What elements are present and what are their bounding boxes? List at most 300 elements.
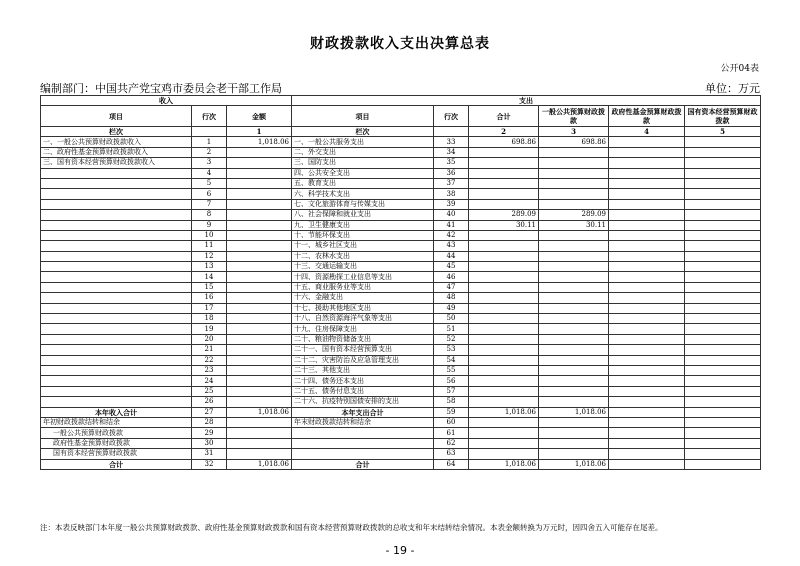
income-line-header: 行次 xyxy=(192,106,227,127)
income-item-cell xyxy=(41,220,192,230)
expense-line-cell: 57 xyxy=(434,386,469,396)
total-cell xyxy=(469,178,539,188)
expense-line-cell: 54 xyxy=(434,355,469,365)
income-line-cell: 19 xyxy=(192,324,227,334)
expense-line-cell: 36 xyxy=(434,168,469,178)
income-amount-cell xyxy=(227,428,292,438)
income-line-cell: 5 xyxy=(192,178,227,188)
soe-budget-cell xyxy=(685,230,761,240)
soe-budget-cell xyxy=(685,449,761,459)
total-cell xyxy=(469,314,539,324)
soe-budget-cell xyxy=(685,147,761,157)
total-cell: 30.11 xyxy=(469,220,539,230)
soe-budget-cell xyxy=(685,178,761,188)
total-cell xyxy=(469,168,539,178)
expense-line-cell: 37 xyxy=(434,178,469,188)
income-line-cell: 13 xyxy=(192,262,227,272)
income-item-cell: 一般公共预算财政拨款 xyxy=(41,428,192,438)
fund-budget-cell xyxy=(609,417,685,427)
income-amount-cell xyxy=(227,220,292,230)
fund-budget-cell xyxy=(609,230,685,240)
total-cell: 698.86 xyxy=(469,137,539,147)
general-budget-cell xyxy=(539,417,609,427)
table-row xyxy=(41,407,761,417)
table-row xyxy=(41,147,761,157)
income-amount-cell xyxy=(227,314,292,324)
table-row xyxy=(41,376,761,386)
income-amount-cell xyxy=(227,199,292,209)
soe-budget-cell xyxy=(685,386,761,396)
income-amount-cell xyxy=(227,397,292,407)
income-line-cell: 10 xyxy=(192,230,227,240)
fund-budget-cell xyxy=(609,210,685,220)
table-row xyxy=(41,438,761,448)
income-amount-cell xyxy=(227,210,292,220)
soe-budget-cell xyxy=(685,220,761,230)
fund-budget-cell xyxy=(609,303,685,313)
fund-budget-cell xyxy=(609,189,685,199)
expense-item-header: 项目 xyxy=(292,106,434,127)
expense-item-cell: 八、社会保障和就业支出 xyxy=(292,210,434,220)
fund-budget-cell xyxy=(609,158,685,168)
income-item-cell: 国有资本经营预算财政拨款 xyxy=(41,449,192,459)
expense-item-cell: 六、科学技术支出 xyxy=(292,189,434,199)
budget-table xyxy=(40,95,761,470)
income-line-cell: 16 xyxy=(192,293,227,303)
page-number: - 19 - xyxy=(385,544,415,557)
income-item-cell xyxy=(41,230,192,240)
income-amount-cell xyxy=(227,355,292,365)
general-budget-cell xyxy=(539,438,609,448)
unit-row xyxy=(40,80,760,94)
total-cell xyxy=(469,345,539,355)
col-label: 栏次 xyxy=(41,127,192,137)
income-line-cell: 23 xyxy=(192,365,227,375)
unit-label: 单位：万元 xyxy=(705,82,760,95)
table-row xyxy=(41,303,761,313)
expense-line-cell: 52 xyxy=(434,334,469,344)
general-budget-cell: 698.86 xyxy=(539,137,609,147)
income-line-cell: 14 xyxy=(192,272,227,282)
department-label: 编制部门：中国共产党宝鸡市委员会老干部工作局 xyxy=(40,82,282,95)
table-row xyxy=(41,324,761,334)
income-amount-cell xyxy=(227,376,292,386)
income-line-cell: 18 xyxy=(192,314,227,324)
expense-line-cell: 42 xyxy=(434,230,469,240)
expense-line-cell: 34 xyxy=(434,147,469,157)
income-amount-cell xyxy=(227,449,292,459)
expense-item-cell: 十九、住房保障支出 xyxy=(292,324,434,334)
income-line-cell: 7 xyxy=(192,199,227,209)
expense-line-cell: 33 xyxy=(434,137,469,147)
table-row xyxy=(41,365,761,375)
expense-line-cell: 63 xyxy=(434,449,469,459)
fund-budget-cell xyxy=(609,397,685,407)
total-cell xyxy=(469,386,539,396)
fund-budget-cell xyxy=(609,324,685,334)
expense-item-cell: 十三、交通运输支出 xyxy=(292,262,434,272)
general-budget-cell xyxy=(539,230,609,240)
expense-line-cell: 48 xyxy=(434,293,469,303)
income-item-cell xyxy=(41,199,192,209)
soe-budget-cell xyxy=(685,137,761,147)
income-amount-cell: 1,018.06 xyxy=(227,137,292,147)
expense-item-cell: 五、教育支出 xyxy=(292,178,434,188)
soe-budget-cell xyxy=(685,168,761,178)
income-item-cell xyxy=(41,386,192,396)
table-row xyxy=(41,314,761,324)
expense-item-cell: 二十三、其他支出 xyxy=(292,365,434,375)
total-cell xyxy=(469,303,539,313)
income-item-cell xyxy=(41,334,192,344)
expense-item-cell: 本年支出合计 xyxy=(292,407,434,417)
expense-item-cell: 二、外交支出 xyxy=(292,147,434,157)
general-budget-cell xyxy=(539,365,609,375)
fund-budget-cell xyxy=(609,386,685,396)
expense-line-cell: 49 xyxy=(434,303,469,313)
expense-item-cell: 十一、城乡社区支出 xyxy=(292,241,434,251)
general-budget-cell: 30.11 xyxy=(539,220,609,230)
soe-budget-cell xyxy=(685,262,761,272)
income-line-cell: 27 xyxy=(192,407,227,417)
income-item-cell xyxy=(41,251,192,261)
soe-budget-cell xyxy=(685,407,761,417)
income-line-cell: 32 xyxy=(192,459,227,469)
soe-budget-cell xyxy=(685,397,761,407)
expense-item-cell: 十六、金融支出 xyxy=(292,293,434,303)
general-budget-cell xyxy=(539,386,609,396)
fund-budget-cell xyxy=(609,314,685,324)
general-budget-header: 一般公共预算财政拨款 xyxy=(539,106,609,127)
expense-item-cell: 十四、资源勘探工业信息等支出 xyxy=(292,272,434,282)
fund-budget-cell xyxy=(609,365,685,375)
income-item-cell xyxy=(41,314,192,324)
total-cell xyxy=(469,230,539,240)
expense-item-cell: 三、国防支出 xyxy=(292,158,434,168)
soe-budget-cell xyxy=(685,293,761,303)
income-amount-cell xyxy=(227,158,292,168)
expense-line-cell: 46 xyxy=(434,272,469,282)
expense-item-cell: 二十六、抗疫特别国债安排的支出 xyxy=(292,397,434,407)
income-line-cell: 20 xyxy=(192,334,227,344)
total-cell xyxy=(469,199,539,209)
fund-budget-header: 政府性基金预算财政拨款 xyxy=(609,106,685,127)
income-line-cell: 25 xyxy=(192,386,227,396)
income-amount-cell xyxy=(227,438,292,448)
income-item-cell: 政府性基金预算财政拨款 xyxy=(41,438,192,448)
expense-item-cell: 二十五、债务付息支出 xyxy=(292,386,434,396)
expense-line-cell: 56 xyxy=(434,376,469,386)
income-item-cell xyxy=(41,293,192,303)
total-cell xyxy=(469,272,539,282)
table-row xyxy=(41,210,761,220)
fund-budget-cell xyxy=(609,272,685,282)
expense-item-cell: 一、一般公共服务支出 xyxy=(292,137,434,147)
general-budget-cell xyxy=(539,334,609,344)
income-amount-cell xyxy=(227,345,292,355)
income-line-cell: 4 xyxy=(192,168,227,178)
expense-line-cell: 53 xyxy=(434,345,469,355)
expense-line-cell: 43 xyxy=(434,241,469,251)
income-line-cell: 21 xyxy=(192,345,227,355)
expense-line-cell: 61 xyxy=(434,428,469,438)
income-amount-cell xyxy=(227,293,292,303)
general-budget-cell xyxy=(539,168,609,178)
table-row xyxy=(41,178,761,188)
soe-budget-cell xyxy=(685,303,761,313)
total-cell xyxy=(469,417,539,427)
expense-line-cell: 35 xyxy=(434,158,469,168)
general-budget-cell xyxy=(539,189,609,199)
income-line-cell: 28 xyxy=(192,417,227,427)
table-row xyxy=(41,168,761,178)
income-line-cell: 12 xyxy=(192,251,227,261)
soe-budget-cell xyxy=(685,376,761,386)
fund-budget-cell xyxy=(609,293,685,303)
total-cell xyxy=(469,282,539,292)
col-blank xyxy=(434,127,469,137)
general-budget-cell xyxy=(539,324,609,334)
expense-item-cell: 四、公共安全支出 xyxy=(292,168,434,178)
general-budget-cell xyxy=(539,355,609,365)
income-amount-cell xyxy=(227,189,292,199)
fund-budget-cell xyxy=(609,251,685,261)
soe-budget-cell xyxy=(685,251,761,261)
income-line-cell: 30 xyxy=(192,438,227,448)
soe-budget-cell xyxy=(685,345,761,355)
expense-item-cell: 十二、农林水支出 xyxy=(292,251,434,261)
expense-line-cell: 64 xyxy=(434,459,469,469)
income-amount-cell xyxy=(227,282,292,292)
fund-budget-cell xyxy=(609,449,685,459)
expense-line-cell: 44 xyxy=(434,251,469,261)
income-item-cell: 本年收入合计 xyxy=(41,407,192,417)
soe-budget-cell xyxy=(685,334,761,344)
income-line-cell: 15 xyxy=(192,282,227,292)
general-budget-cell xyxy=(539,397,609,407)
soe-budget-cell xyxy=(685,365,761,375)
general-budget-cell xyxy=(539,272,609,282)
income-amount-cell xyxy=(227,386,292,396)
income-amount-cell xyxy=(227,241,292,251)
expense-item-cell: 二十一、国有资本经营预算支出 xyxy=(292,345,434,355)
income-amount-cell xyxy=(227,303,292,313)
income-line-cell: 24 xyxy=(192,376,227,386)
expense-line-cell: 60 xyxy=(434,417,469,427)
total-cell: 1,018.06 xyxy=(469,407,539,417)
total-cell: 289.09 xyxy=(469,210,539,220)
fund-budget-cell xyxy=(609,459,685,469)
fund-budget-cell xyxy=(609,407,685,417)
soe-budget-cell xyxy=(685,314,761,324)
income-item-cell xyxy=(41,178,192,188)
income-line-cell: 29 xyxy=(192,428,227,438)
income-amount-cell xyxy=(227,417,292,427)
income-item-cell xyxy=(41,324,192,334)
expense-item-cell: 二十、粮油物资储备支出 xyxy=(292,334,434,344)
soe-budget-cell xyxy=(685,199,761,209)
income-line-cell: 17 xyxy=(192,303,227,313)
income-item-cell xyxy=(41,355,192,365)
total-cell xyxy=(469,241,539,251)
total-cell xyxy=(469,397,539,407)
total-cell xyxy=(469,293,539,303)
fund-budget-cell xyxy=(609,178,685,188)
table-row xyxy=(41,386,761,396)
expense-line-cell: 51 xyxy=(434,324,469,334)
general-budget-cell: 1,018.06 xyxy=(539,459,609,469)
income-amount-cell xyxy=(227,334,292,344)
table-row xyxy=(41,397,761,407)
table-row xyxy=(41,459,761,469)
general-budget-cell xyxy=(539,262,609,272)
income-item-header: 项目 xyxy=(41,106,192,127)
income-item-cell xyxy=(41,345,192,355)
income-amount-cell: 1,018.06 xyxy=(227,459,292,469)
page-title: 财政拨款收入支出决算总表 xyxy=(310,36,490,52)
col-5: 5 xyxy=(685,127,761,137)
soe-budget-cell xyxy=(685,417,761,427)
income-line-cell: 9 xyxy=(192,220,227,230)
expense-line-cell: 59 xyxy=(434,407,469,417)
soe-budget-cell xyxy=(685,241,761,251)
expense-item-cell xyxy=(292,428,434,438)
general-budget-cell xyxy=(539,282,609,292)
table-row xyxy=(41,428,761,438)
general-budget-cell xyxy=(539,241,609,251)
col-blank xyxy=(192,127,227,137)
expense-item-cell xyxy=(292,449,434,459)
expense-line-cell: 55 xyxy=(434,365,469,375)
total-cell xyxy=(469,251,539,261)
expense-line-cell: 47 xyxy=(434,282,469,292)
total-cell xyxy=(469,334,539,344)
soe-budget-cell xyxy=(685,355,761,365)
income-amount-cell xyxy=(227,262,292,272)
soe-budget-cell xyxy=(685,459,761,469)
table-row xyxy=(41,272,761,282)
income-item-cell: 合计 xyxy=(41,459,192,469)
income-item-cell xyxy=(41,397,192,407)
soe-budget-cell xyxy=(685,210,761,220)
general-budget-cell xyxy=(539,345,609,355)
table-row xyxy=(41,449,761,459)
table-row xyxy=(41,251,761,261)
table-row xyxy=(41,220,761,230)
expense-line-cell: 39 xyxy=(434,199,469,209)
income-amount-cell xyxy=(227,168,292,178)
income-amount-cell xyxy=(227,272,292,282)
expense-item-cell xyxy=(292,438,434,448)
income-line-cell: 22 xyxy=(192,355,227,365)
expense-item-cell: 合计 xyxy=(292,459,434,469)
income-line-cell: 11 xyxy=(192,241,227,251)
soe-budget-cell xyxy=(685,428,761,438)
total-cell xyxy=(469,438,539,448)
income-line-cell: 8 xyxy=(192,210,227,220)
table-row xyxy=(41,293,761,303)
col-label: 栏次 xyxy=(292,127,434,137)
soe-budget-header: 国有资本经营预算财政拨款 xyxy=(685,106,761,127)
col-2: 2 xyxy=(469,127,539,137)
total-cell xyxy=(469,376,539,386)
table-row xyxy=(41,199,761,209)
table-row xyxy=(41,189,761,199)
soe-budget-cell xyxy=(685,272,761,282)
expense-header: 支出 xyxy=(292,96,761,106)
expense-item-cell: 七、文化旅游体育与传媒支出 xyxy=(292,199,434,209)
general-budget-cell xyxy=(539,251,609,261)
expense-item-cell: 年末财政拨款结转和结余 xyxy=(292,417,434,427)
expense-item-cell: 十五、商业服务业等支出 xyxy=(292,282,434,292)
income-item-cell xyxy=(41,241,192,251)
income-item-cell xyxy=(41,272,192,282)
expense-item-cell: 九、卫生健康支出 xyxy=(292,220,434,230)
total-cell xyxy=(469,262,539,272)
fund-budget-cell xyxy=(609,282,685,292)
expense-line-header: 行次 xyxy=(434,106,469,127)
income-line-cell: 1 xyxy=(192,137,227,147)
income-line-cell: 26 xyxy=(192,397,227,407)
fund-budget-cell xyxy=(609,199,685,209)
table-row xyxy=(41,345,761,355)
soe-budget-cell xyxy=(685,282,761,292)
total-cell xyxy=(469,147,539,157)
total-cell xyxy=(469,428,539,438)
total-cell xyxy=(469,449,539,459)
total-cell xyxy=(469,365,539,375)
income-line-cell: 31 xyxy=(192,449,227,459)
soe-budget-cell xyxy=(685,324,761,334)
income-item-cell: 一、一般公共预算财政拨款收入 xyxy=(41,137,192,147)
col-3: 3 xyxy=(539,127,609,137)
general-budget-cell xyxy=(539,293,609,303)
general-budget-cell xyxy=(539,303,609,313)
income-item-cell: 年初财政拨款结转和结余 xyxy=(41,417,192,427)
expense-item-cell: 二十四、债务还本支出 xyxy=(292,376,434,386)
table-row xyxy=(41,334,761,344)
expense-line-cell: 62 xyxy=(434,438,469,448)
table-row xyxy=(41,262,761,272)
income-item-cell xyxy=(41,376,192,386)
total-cell: 1,018.06 xyxy=(469,459,539,469)
general-budget-cell: 289.09 xyxy=(539,210,609,220)
fund-budget-cell xyxy=(609,428,685,438)
fund-budget-cell xyxy=(609,355,685,365)
general-budget-cell xyxy=(539,147,609,157)
table-row xyxy=(41,137,761,147)
table-row xyxy=(41,282,761,292)
total-header: 合计 xyxy=(469,106,539,127)
income-amount-cell xyxy=(227,178,292,188)
income-item-cell xyxy=(41,210,192,220)
income-amount-cell xyxy=(227,251,292,261)
fund-budget-cell xyxy=(609,147,685,157)
table-row xyxy=(41,158,761,168)
fund-budget-cell xyxy=(609,376,685,386)
total-cell xyxy=(469,324,539,334)
general-budget-cell xyxy=(539,314,609,324)
general-budget-cell xyxy=(539,428,609,438)
soe-budget-cell xyxy=(685,158,761,168)
table-row xyxy=(41,355,761,365)
fund-budget-cell xyxy=(609,168,685,178)
expense-line-cell: 41 xyxy=(434,220,469,230)
income-item-cell: 二、政府性基金预算财政拨款收入 xyxy=(41,147,192,157)
income-amount-cell: 1,018.06 xyxy=(227,407,292,417)
expense-item-cell: 十、节能环保支出 xyxy=(292,230,434,240)
expense-line-cell: 58 xyxy=(434,397,469,407)
